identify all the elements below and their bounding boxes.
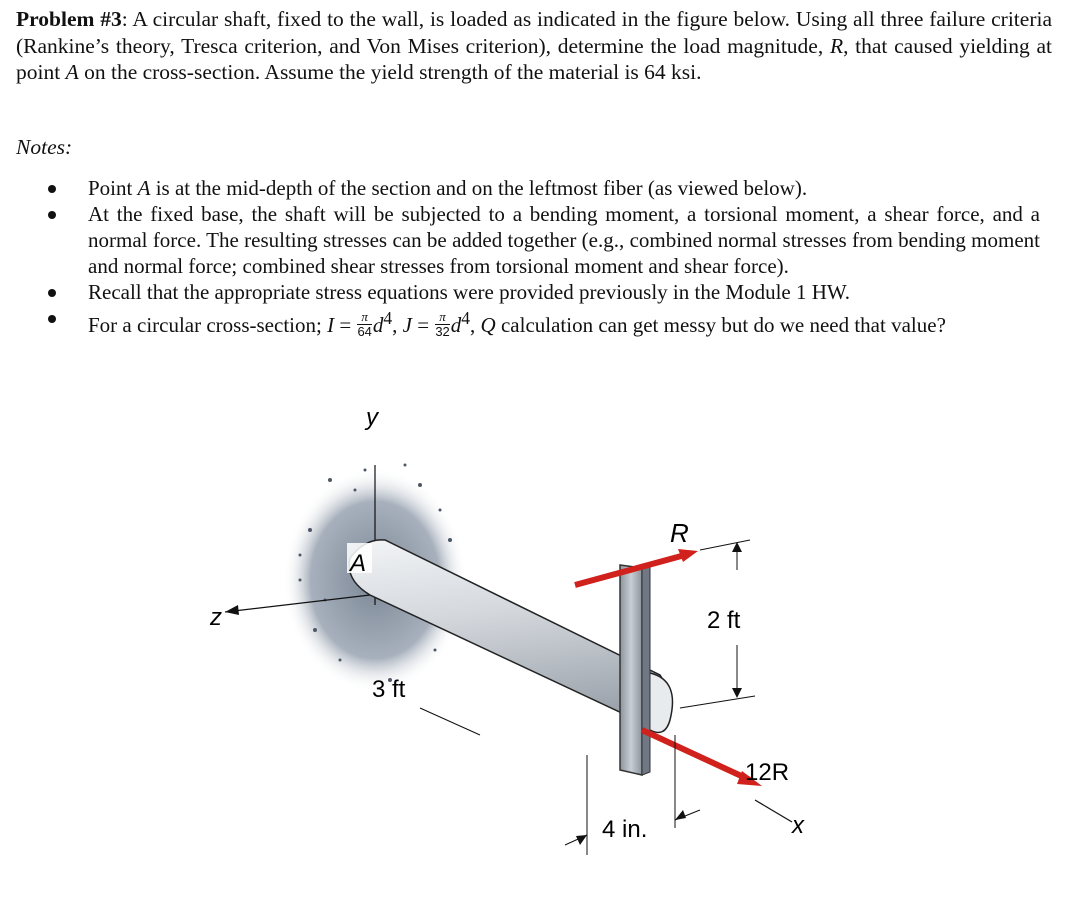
load-12r-arrow-shaft: [642, 730, 750, 780]
note-item: Point A is at the mid-depth of the section and on the leftmost fiber (as viewed below).: [40, 175, 1040, 201]
lever-plate-side: [642, 566, 650, 775]
dim-3ft-leader: [420, 708, 480, 735]
load-r-label: R: [670, 518, 689, 548]
problem-text-1: : A circular shaft, fixed to the wall, is loaded as indicated in the figure below. Using all three failure criteria (Rankine’s theory, Tresca criterion, and Von Mises criterion), determine the load magnitude,: [16, 7, 1053, 58]
shaft-end-cap: [650, 673, 673, 732]
load-r-arrowhead: [678, 549, 698, 562]
fraction-pi-32: $\frac{\pi}{32}$: [435, 308, 450, 339]
point-a-label: A: [350, 550, 367, 577]
y-axis-label: y: [366, 404, 378, 431]
note-item: At the fixed base, the shaft will be subjected to a bending moment, a torsional moment, a shear force, and a normal force. The resulting stresses can be added together (e.g., combined normal stresses from bending moment and normal force; combined shear stresses from torsional moment and shear force).: [40, 201, 1040, 279]
problem-var-r: R: [829, 33, 844, 58]
dim-4in-arrow-left: [576, 835, 587, 845]
x-axis: [755, 800, 792, 822]
problem-var-a: A: [65, 60, 79, 84]
notes-label: Notes:: [16, 135, 73, 159]
lever-plate: [620, 565, 642, 775]
note-item: Recall that the appropriate stress equations were provided previously in the Module 1 HW.: [40, 279, 1040, 305]
dim-4in-arrow-right: [675, 810, 686, 820]
dim-2ft-ext-bottom: [680, 696, 755, 708]
note-item: For a circular cross-section; I = $\frac{\pi}{64}$ $d^4$, J = $\frac{\pi}{32}$ $d^4$, Q calculation can get messy but do we need that value?: [40, 305, 1040, 342]
dim-2ft-label: 2 ft: [707, 607, 741, 634]
problem-label: Problem #3: [16, 7, 122, 31]
x-axis-label: x: [792, 812, 804, 839]
problem-text-2: , that caused yielding at point: [16, 33, 1053, 84]
shaft-figure: [180, 390, 840, 870]
z-axis-arrowhead: [225, 605, 239, 615]
dim-3ft-label: 3 ft: [372, 676, 406, 703]
problem-statement: [16, 6, 1052, 86]
problem-text-3: on the cross-section. Assume the yield strength of the material is 64 ksi.: [78, 60, 702, 84]
load-12r-label: 12R: [745, 759, 790, 786]
notes-list: [40, 175, 1040, 342]
dim-2ft-arrow-bottom: [732, 688, 742, 698]
fraction-pi-64: $\frac{\pi}{64}$: [357, 308, 372, 339]
dim-2ft-ext-top: [700, 540, 750, 550]
z-axis-label: z: [210, 604, 222, 631]
dim-4in-label: 4 in.: [602, 816, 648, 843]
